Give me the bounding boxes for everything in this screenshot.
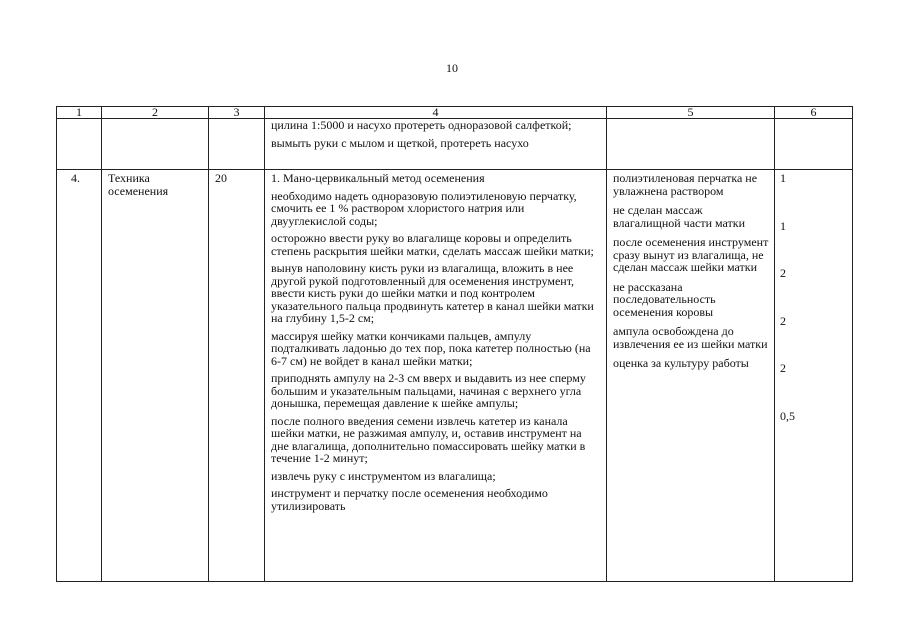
- cont-cell-4: [265, 119, 607, 170]
- error-item: ампула освобождена до извлечения ее из шейки матки: [613, 324, 768, 351]
- score-item: 0,5: [780, 408, 795, 423]
- step-item: приподнять ампулу на 2-3 см вверх и выдавить из нее сперму большим и указательным пальцами, начиная с верхнего угла донышка, перемещая давление к шейке ампулы;: [271, 371, 586, 410]
- error-item: полиэтиленовая перчатка не увлажнена раствором: [613, 171, 758, 198]
- cont-cell-6: [775, 119, 853, 170]
- error-item: после осеменения инструмент сразу вынут из влагалища, не сделан массаж шейки матки: [613, 235, 769, 274]
- step-item: извлечь руку с инструментом из влагалища;: [271, 468, 496, 483]
- continuation-row: [57, 119, 853, 170]
- step-item: осторожно ввести руку во влагалище коровы и определить степень раскрытия шейки матки, сделать массаж шейки матки;: [271, 231, 594, 258]
- header-col-2: 2: [102, 107, 209, 119]
- row-name-cell: [102, 170, 209, 582]
- header-col-1: 1: [57, 107, 102, 119]
- error-item: оценка за культуру работы: [613, 356, 749, 370]
- step-item: 1. Мано-цервикальный метод осеменения: [271, 171, 485, 185]
- cont-step-2: вымыть руки с мылом и щеткой, протереть насухо: [271, 135, 529, 150]
- score-item: 2: [780, 313, 786, 328]
- score-item: 2: [780, 266, 786, 280]
- evaluation-table: [56, 106, 853, 582]
- score-item: 1: [780, 171, 786, 185]
- step-item: необходимо надеть одноразовую полиэтиленовую перчатку, смочить ее 1 % раствором хлористого натрия или двууглекислой соды;: [271, 188, 577, 228]
- row-scores-cell: [775, 170, 853, 582]
- row-number-cell: [57, 170, 102, 582]
- score-item: 2: [780, 361, 786, 375]
- table-header-row: [57, 107, 853, 119]
- row-number: 4.: [71, 171, 80, 185]
- header-col-5: 5: [607, 107, 775, 119]
- header-col-3: 3: [209, 107, 265, 119]
- cont-cell-2: [102, 119, 209, 170]
- error-item: не сделан массаж влагалищной части матки: [613, 203, 746, 230]
- cont-cell-5: [607, 119, 775, 170]
- header-col-6: 6: [775, 107, 853, 119]
- row-time: 20: [215, 171, 227, 185]
- step-item: инструмент и перчатку после осеменения необходимо утилизировать: [271, 486, 548, 513]
- header-col-4: 4: [265, 107, 607, 119]
- score-item: 1: [780, 218, 786, 233]
- row-errors-cell: [607, 170, 775, 582]
- cont-cell-1: [57, 119, 102, 170]
- table-row-technique: [57, 170, 853, 582]
- error-item: не рассказана последовательность осеменения коровы: [613, 279, 716, 319]
- step-item: массируя шейку матки кончиками пальцев, ампулу подталкивать ладонью до тех пор, пока катетер полностью (на 6-7 см) не войдет в канал шейки матки;: [271, 328, 591, 368]
- step-item: после полного введения семени извлечь катетер из канала шейки матки, не разжимая ампулу, и, оставив инструмент на дне влагалища, дополнительно помассировать шейку матки в течение 1-2 минут;: [271, 413, 586, 465]
- step-item: вынув наполовину кисть руки из влагалища, вложить в нее другой рукой подготовленный для осеменения инструмент, ввести кисть руки до шейки матки и под контролем указательного пальца продвинуть катетер в канал шейки матки на глубину 1,5-2 см;: [271, 261, 594, 325]
- row-name: Техника осеменения: [108, 171, 169, 198]
- cont-cell-3: [209, 119, 265, 170]
- row-time-cell: [209, 170, 265, 582]
- row-steps-cell: [265, 170, 607, 582]
- page-number: 10: [446, 61, 458, 75]
- cont-step-1: цилина 1:5000 и насухо протереть одноразовой салфеткой;: [271, 118, 572, 132]
